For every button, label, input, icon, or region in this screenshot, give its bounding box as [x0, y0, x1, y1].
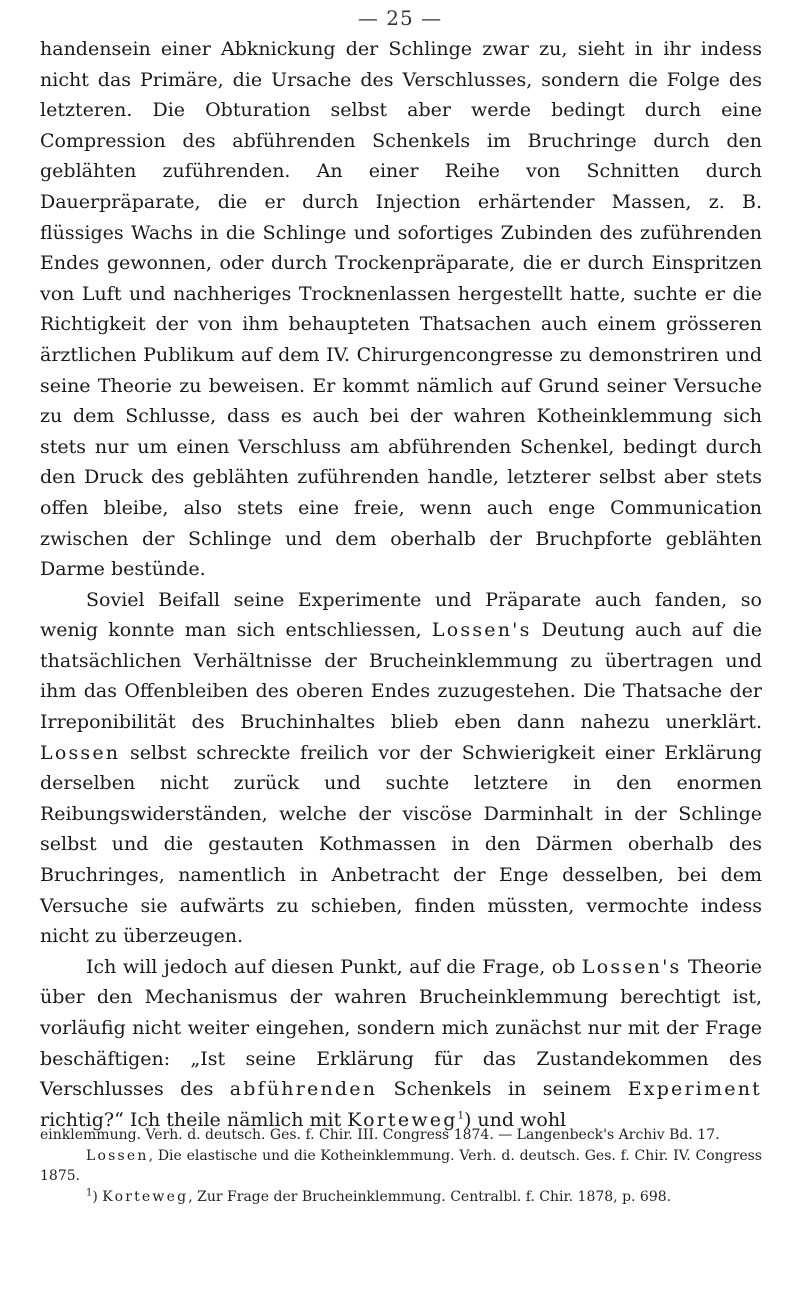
footnote-lossen-text: , Die elastische und die Kotheinklemmung. Verh. d. deutsch. Ges. f. Chir. IV. Congress 1875. [40, 1147, 762, 1184]
footnote-continuation: einklemmung. Verh. d. deutsch. Ges. f. Chir. III. Congress 1874. — Langenbeck's Archiv Bd. 17. [40, 1127, 720, 1143]
author-name-lossen: Lossen [40, 741, 121, 764]
footnotes [40, 1125, 762, 1207]
paragraph-3-text-after: ) und wohl [463, 1108, 567, 1131]
footnote-mark: 1 [86, 1186, 93, 1198]
main-text [40, 34, 762, 1135]
paragraph-3 [40, 952, 762, 1136]
page-number: — 25 — [357, 6, 443, 30]
footnote-author-korteweg: Korteweg [102, 1188, 189, 1205]
footnote-reference[interactable]: 1 [457, 1110, 464, 1122]
author-name-korteweg: Korteweg [347, 1108, 458, 1131]
paragraph-1: handensein einer Abknickung der Schlinge zwar zu, sieht in ihr indess nicht das Primäre, die Ursache des Verschlusses, sondern die Folge des letzteren. Die Obturation selbst aber werde bedingt durch eine Compression des abführenden Schenkels im Bruchringe durch den geblähten zuführenden. An einer Reihe von Schnitten durch Dauerpräparate, die er durch Injection erhärtender Massen, z. B. flüssiges Wachs in die Schlinge und sofortiges Zubinden des zuführenden Endes gewonnen, oder durch Trockenpräparate, die er durch Einspritzen von Luft und nachheriges Trocknenlassen hergestellt hatte, suchte er die Richtigkeit der von ihm behaupteten Thatsachen auch einem grösseren ärztlichen Publikum auf dem IV. Chirurgencongresse zu demonstriren und seine Theorie zu beweisen. Er kommt nämlich auf Grund seiner Versuche zu dem Schlusse, dass es auch bei der wahren Kotheinklemmung sich stets nur um einen Verschluss am abführenden Schenkel, bedingt durch den Druck des geblähten zuführenden handle, letzterer selbst aber stets offen bleibe, also stets eine freie, wenn auch enge Communication zwischen der Schlinge und dem oberhalb der Bruchpforte geblähten Darme bestünde. [40, 38, 762, 581]
paragraph-2-text-middle: Deutung auch auf die thatsächlichen Verhältnisse der Brucheinklemmung zu übertragen und ihm das Offenbleiben des oberen Endes zuzugestehen. Die Thatsache der Irreponibilität des Bruchinhaltes blieb eben dann nahezu unerklärt. [40, 619, 762, 734]
emphasis-experiment: Experiment [627, 1078, 762, 1101]
author-name-lossen: Lossen's [431, 619, 532, 642]
paragraph-3-text-before: Ich will jedoch auf diesen Punkt, auf die Frage, ob [86, 955, 582, 978]
paragraph-3-text-middle-2: Schenkels in seinem [377, 1078, 628, 1101]
emphasis-abfuehrenden: abführenden [229, 1078, 378, 1101]
footnote-lossen [40, 1146, 762, 1187]
footnote-1: $^1$) Korteweg, Zur Frage der Brucheinklemmung. Centralbl. f. Chir. 1878, p. 698. [86, 1186, 672, 1205]
paragraph-3-text-middle-3: richtig?“ Ich theile nämlich mit [40, 1108, 348, 1131]
paragraph-3-text-middle-1: Theorie über den Mechanismus der wahren Brucheinklemmung berechtigt ist, vorläufig nicht weiter eingehen, sondern mich zunächst nur mit der Frage beschäftigen: „Ist seine Erklärung für das Zustandekommen des Verschlusses des [40, 955, 762, 1101]
paragraph-2 [40, 585, 762, 952]
paragraph-2-text-after: selbst schreckte freilich vor der Schwierigkeit einer Erklärung derselben nicht zurück und suchte letztere in den enormen Reibungswiderständen, welche der viscöse Darminhalt in der Schlinge selbst und die gestauten Kothmassen in den Därmen oberhalb des Bruchringes, namentlich in Anbetracht der Enge desselben, bei dem Versuche sie aufwärts zu schieben, finden müssten, vermochte indess nicht zu überzeugen. [40, 741, 762, 948]
footnote-author-lossen: Lossen [86, 1147, 149, 1164]
paragraph-2-text-before: Soviel Beifall seine Experimente und Präparate auch fanden, so wenig konnte man sich entschliessen, [40, 588, 762, 642]
footnote-korteweg-text: , Zur Frage der Brucheinklemmung. Centralbl. f. Chir. 1878, p. 698. [188, 1188, 672, 1205]
author-name-lossen: Lossen's [581, 955, 682, 978]
